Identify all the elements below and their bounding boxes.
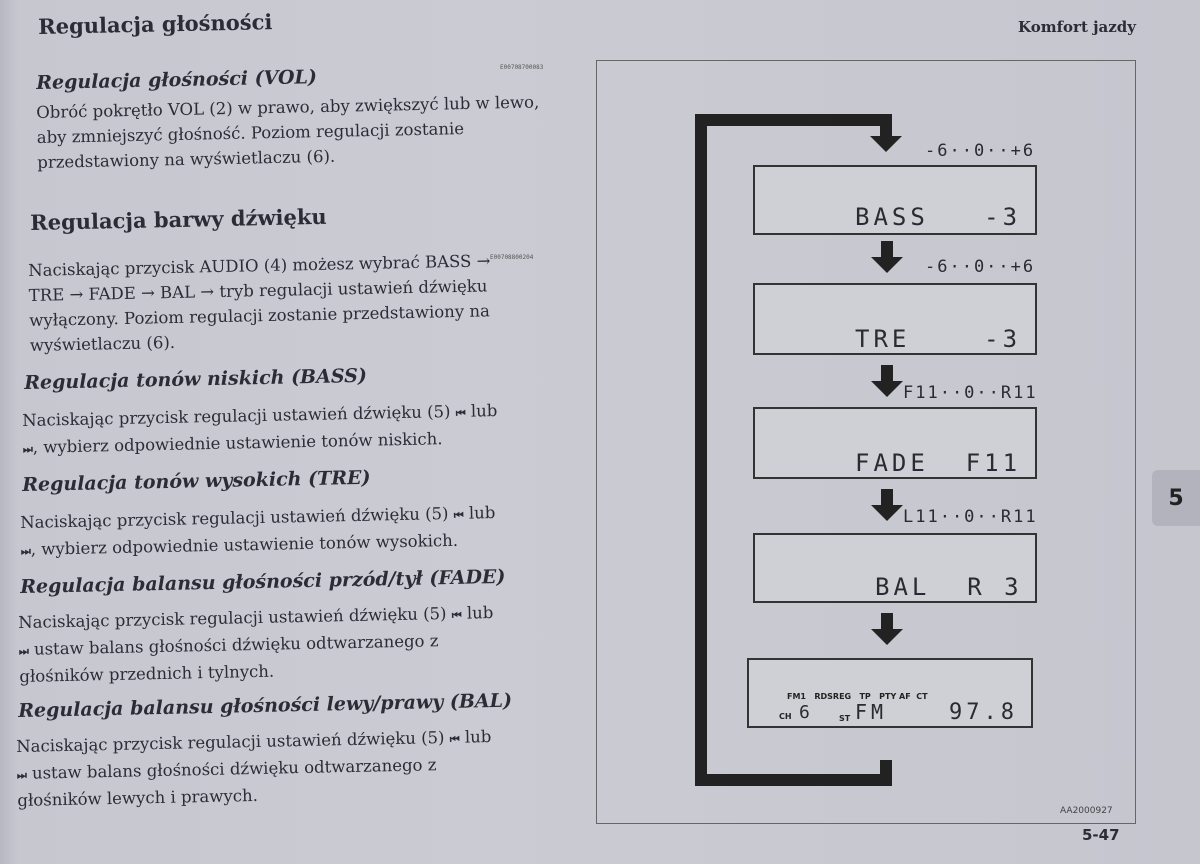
skip-forward-icon: ⏭	[16, 768, 27, 782]
band-value: FM	[855, 700, 888, 724]
skip-back-icon: ⏮	[455, 406, 466, 420]
fade-paragraph	[18, 599, 548, 689]
text-line: Naciskając przycisk regulacji ustawień dźwięku (5) ⏮ lub	[18, 603, 494, 632]
lcd-bass	[753, 165, 1037, 235]
skip-back-icon: ⏮	[449, 732, 460, 746]
bal-heading: Regulacja balansu głośności lewy/prawy (BAL)	[18, 689, 513, 722]
fade-scale: F11··0··R11	[903, 383, 1038, 403]
channel-value: 6	[799, 702, 814, 723]
text-line: głośników lewych i prawych.	[17, 785, 259, 810]
fade-heading: Regulacja balansu głośności przód/tył (FADE)	[20, 565, 506, 598]
page-header-right: Komfort jazdy	[1018, 18, 1136, 36]
figure-code: AA2000927	[1060, 806, 1113, 816]
section-code: E00708700083	[500, 64, 544, 71]
text-line: TRE → FADE → BAL → tryb regulacji ustawień dźwięku	[28, 276, 488, 305]
lcd-text: BAL R 3	[875, 573, 1023, 601]
tre-heading: Regulacja tonów wysokich (TRE)	[22, 466, 371, 496]
lcd-text: BASS -3	[855, 203, 1022, 231]
text-line: ⏭, wybierz odpowiednie ustawienie tonów niskich.	[23, 424, 563, 462]
text-line: ⏭ ustaw balans głośności dźwięku odtwarzanego z	[19, 626, 547, 664]
bass-heading: Regulacja tonów niskich (BASS)	[24, 364, 368, 394]
skip-back-icon: ⏮	[451, 608, 462, 622]
arrow-down-icon	[871, 489, 903, 523]
tone-heading: Regulacja barwy dźwięku	[30, 203, 327, 235]
chapter-tab: 5	[1152, 470, 1200, 526]
text-line: wyświetlaczu (6).	[29, 332, 176, 355]
tone-paragraph	[28, 247, 558, 358]
text-line: aby zmniejszyć głośność. Poziom regulacji zostanie	[36, 119, 465, 147]
skip-forward-icon: ⏭	[22, 442, 33, 456]
channel-label: CH	[779, 712, 792, 721]
lcd-bal	[753, 533, 1037, 603]
bass-paragraph	[22, 397, 563, 462]
vol-paragraph	[36, 89, 565, 175]
text-line: przedstawiony na wyświetlaczu (6).	[37, 146, 336, 172]
bal-scale: L11··0··R11	[903, 507, 1038, 527]
skip-forward-icon: ⏭	[20, 544, 31, 558]
text-line: ⏭ ustaw balans głośności dźwięku odtwarzanego z	[17, 750, 545, 788]
audio-display-diagram	[596, 60, 1136, 824]
tre-paragraph	[20, 499, 561, 564]
page-number: 5-47	[1082, 826, 1120, 844]
frequency-value: 97.8	[949, 700, 1018, 725]
arrow-down-icon	[871, 241, 903, 275]
lcd-text: TRE -3	[855, 325, 1022, 353]
text-line: Naciskając przycisk regulacji ustawień dźwięku (5) ⏮ lub	[22, 401, 498, 430]
vol-heading: Regulacja głośności (VOL)	[36, 66, 318, 94]
bass-scale: -6··0··+6	[925, 141, 1036, 161]
text-line: głośników przednich i tylnych.	[19, 661, 275, 686]
text-line: Obróć pokrętło VOL (2) w prawo, aby zwiększyć lub w lewo,	[36, 92, 540, 122]
text-line: Naciskając przycisk AUDIO (4) możesz wybrać BASS →	[28, 251, 491, 280]
bal-paragraph	[16, 723, 546, 813]
stereo-label: ST	[839, 714, 851, 723]
section-code: E00708800204	[490, 254, 534, 261]
lcd-tre	[753, 283, 1037, 355]
text-line: Naciskając przycisk regulacji ustawień dźwięku (5) ⏮ lub	[20, 503, 496, 532]
lcd-fade	[753, 407, 1037, 479]
page-header-left: Regulacja głośności	[38, 9, 273, 39]
arrow-down-icon	[871, 365, 903, 399]
lcd-text: FADE F11	[855, 449, 1022, 477]
skip-forward-icon: ⏭	[18, 644, 29, 658]
radio-indicators: FM1 RDSREG TP PTY AF CT	[787, 692, 928, 701]
text-line: ⏭, wybierz odpowiednie ustawienie tonów wysokich.	[21, 526, 561, 564]
lcd-radio	[747, 658, 1033, 728]
text-line: wyłączony. Poziom regulacji zostanie przedstawiony na	[29, 301, 491, 330]
text-line: Naciskając przycisk regulacji ustawień dźwięku (5) ⏮ lub	[16, 727, 492, 756]
tre-scale: -6··0··+6	[925, 257, 1036, 277]
arrow-down-icon	[871, 613, 903, 647]
skip-back-icon: ⏮	[453, 508, 464, 522]
